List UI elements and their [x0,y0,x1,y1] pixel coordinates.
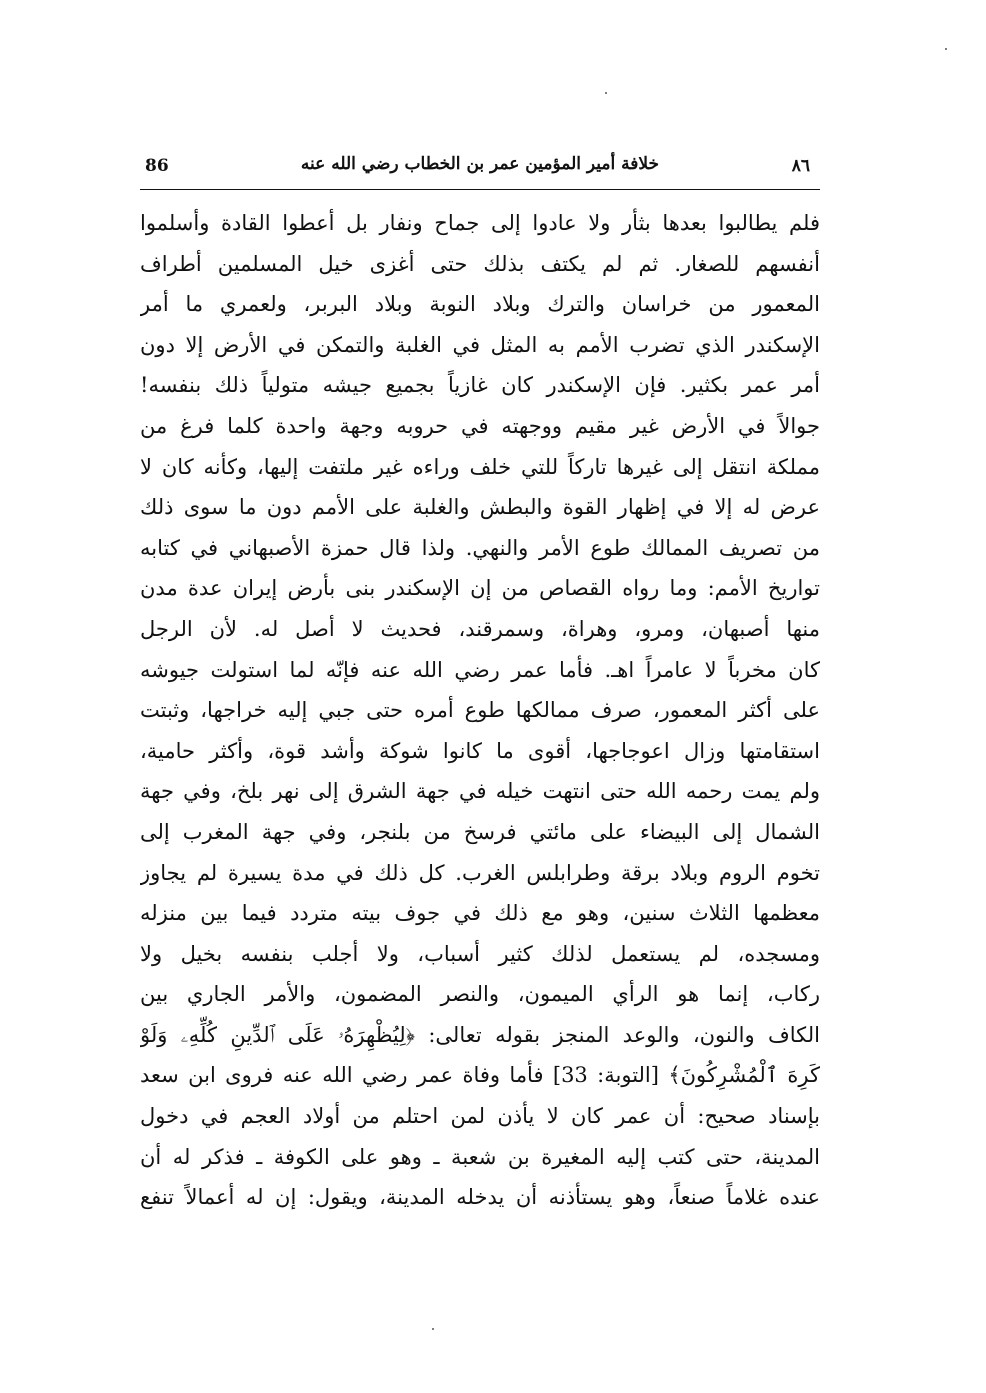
running-title: خلافة أمير المؤمين عمر بن الخطاب رضي الله عنه [300,154,660,174]
text-line: فلم يطالبوا بعدها بثأر ولا عادوا إلى جماح ونفار بل أعطوا القادة وأسلموا [140,211,820,235]
body-text [140,203,820,1218]
page-header [140,152,820,192]
text-line: عرض له إلا في إظهار القوة والبطش والغلبة على الأمم دون ما سوى ذلك [140,495,820,520]
text-line: أنفسهم للصغار. ثم لم يكتف بذلك حتى أغزى خيل المسلمين أطراف [140,251,820,276]
text-line: من تصريف الممالك طوع الأمر والنهي. ولذا قال حمزة الأصبهاني في كتابه [140,535,820,560]
text-line: كان مخرباً لا عامراً اهـ. فأما عمر رضي الله عنه فإنّه لما استولت جيوشه [140,657,820,682]
text-line: منها أصبهان، ومرو، وهراة، وسمرقند، فحديث لا أصل له. لأن الرجل [140,616,820,641]
text-line: الشمال إلى البيضاء على مائتي فرسخ من بلنجر، وفي جهة المغرب إلى [140,819,820,844]
page-number-arabic: ٨٦ [791,156,810,176]
quran-line: كَرِهَ ٱلْمُشْرِكُونَ﴾ [التوبة: 33] فأما وفاة عمر رضي الله عنه فروى ابن سعد [140,1063,820,1088]
text-line: مملكة انتقل إلى غيرها تاركاً للتي خلف وراءه غير ملتفت إليها، وكأنه كان لا [140,454,820,479]
text-line: معظمها الثلاث سنين، وهو مع ذلك في جوف بيته متردد فيما بين منزله [140,901,820,926]
text-line: استقامتها وزال اعوجاجها، أقوى ما كانوا شوكة وأشد قوة، وأكثر حامية، [140,738,820,763]
text-line: تخوم الروم وبلاد برقة وطرابلس الغرب. كل ذلك في مدة يسيرة لم يجاوز [140,860,820,885]
text-line: المعمور من خراسان والترك وبلاد النوبة وبلاد البربر، ولعمري ما أمر [140,292,820,317]
text-line: ولم يمت رحمه الله حتى انتهت خيله في جهة الشرق إلى نهر بلخ، وفي جهة [140,779,820,804]
text-line: جوالاً في الأرض غير مقيم ووجهته في حروبه وجهة واحدة كلما فرغ من [140,413,820,438]
header-rule [140,189,820,190]
scan-speck [605,92,607,94]
text-line: أمر عمر بكثير. فإن الإسكندر كان غازياً بجميع جيشه متولياً ذلك بنفسه! [140,373,820,398]
text-line: ركاب، إنما هو الرأي الميمون، والنصر المضمون، والأمر الجاري بين [140,982,820,1007]
text-line: المدينة، حتى كتب إليه المغيرة بن شعبة ـ وهو على الكوفة ـ فذكر له أن [140,1144,820,1169]
text-line: تواريخ الأمم: وما رواه القصاص من إن الإسكندر بنى بأرض إيران عدة مدن [140,576,820,601]
text-line: على أكثر المعمور، صرف ممالكها طوع أمره حتى جبي إليه خراجها، وثبتت [140,698,820,723]
text-line: ومسجده، لم يستعمل لذلك كثير أسباب، ولا أجلب بنفسه بخيل ولا [140,941,820,966]
quran-line: الكاف والنون، والوعد المنجز بقوله تعالى: ﴿لِيُظْهِرَهُۥ عَلَى ٱلدِّينِ كُلِّهِۦ وَلَوْ [140,1022,820,1047]
page-number-latin: 86 [145,156,169,176]
text-line: عنده غلاماً صنعاً، وهو يستأذنه أن يدخله المدينة، ويقول: إن له أعمالاً تنفع [140,1185,820,1210]
scan-speck [432,1328,434,1330]
scan-speck [945,48,947,50]
text-line: الإسكندر الذي تضرب الأمم به المثل في الغلبة والتمكن في الأرض إلا دون [140,332,820,357]
text-line: بإسناد صحيح: أن عمر كان لا يأذن لمن احتلم من أولاد العجم في دخول [140,1104,820,1129]
